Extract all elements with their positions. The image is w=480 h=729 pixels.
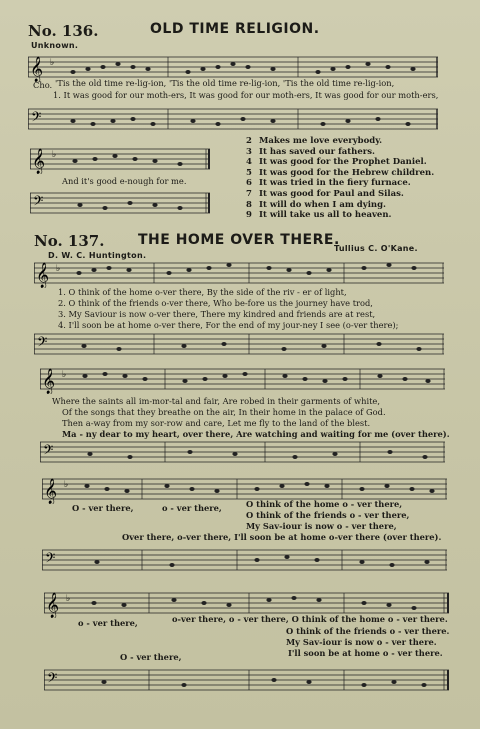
staff-136-treble-2 [30,144,210,174]
staff-137-bass-1 [34,330,444,358]
svg-text:𝄞: 𝄞 [36,263,50,288]
hymn-137-s4-right1: O think of the friends o - ver there. [286,626,450,636]
svg-text:𝄢: 𝄢 [37,334,48,353]
hymn-136-ending-line: And it's good e-nough for me. [62,176,187,186]
staff-137-treble-2 [40,364,445,394]
hymn-136-chorus-label: Cho. [33,80,53,90]
hymn-137-s1-verse1: 1. O think of the home o-ver there, By the side of the riv - er of light, [58,287,347,297]
hymn-137-s1-verse4: 4. I'll soon be at home o-ver there, For the end of my jour-ney I see (o-ver there); [58,320,399,330]
hymn-137-s2-verse4: Ma - ny dear to my heart, over there, Are watching and waiting for me (over there). [62,429,450,439]
hymn-137-s3-left1: O - ver there, [72,503,134,513]
hymn-137-s3-left2: o - ver there, [162,503,222,513]
svg-text:♭: ♭ [52,150,57,160]
svg-text:♭: ♭ [64,480,69,490]
svg-text:𝄞: 𝄞 [42,369,56,394]
svg-text:𝄞: 𝄞 [46,593,60,618]
staff-136-bass-2 [30,188,210,218]
hymn-137-s3-right2: O think of the friends o - ver there, [246,510,410,520]
svg-text:♭: ♭ [62,370,67,380]
svg-text:𝄞: 𝄞 [30,57,44,82]
verse-item: 2 Makes me love everybody. [246,136,383,146]
svg-text:𝄞: 𝄞 [32,149,46,174]
svg-text:♭: ♭ [66,594,71,604]
svg-text:𝄢: 𝄢 [31,109,42,128]
hymn-137-s1-verse3: 3. My Saviour is now o-ver there, There my kindred and friends are at rest, [58,309,376,319]
hymn-137-s2-verse2: Of the songs that they breathe on the air, In their home in the palace of God. [62,407,386,417]
hymn-137-s3-right3: My Sav-iour is now o - ver there, [246,521,397,531]
hymn-137-s4-right3: I'll soon be at home o - ver there. [288,648,443,658]
staff-136-bass-1 [28,104,438,134]
svg-text:𝄢: 𝄢 [33,193,44,212]
svg-text:♭: ♭ [50,58,55,68]
hymn-136-chorus-line: 'Tis the old time re-lig-ion, 'Tis the old time re-lig-ion, 'Tis the old time re-lig-ion, [55,78,395,88]
staff-137-treble-1 [34,258,444,288]
staff-137-bass-2 [40,438,445,466]
svg-text:𝄢: 𝄢 [47,670,58,689]
hymn-137-composer: Tullius C. O'Kane. [334,244,418,253]
verse-item: 9 It will take us all to heaven. [246,210,392,221]
verse-item: 7 It was good for Paul and Silas. [246,188,404,199]
hymn-137-s2-verse3: Then a-way from my sor-row and care, Let me fly to the land of the blest. [62,418,371,428]
svg-text:𝄢: 𝄢 [45,550,56,569]
hymn-137-s3-right1: O think of the home o - ver there, [246,499,403,509]
svg-text:𝄢: 𝄢 [43,442,54,461]
verse-item: 5 It was good for the Hebrew children. [246,167,435,178]
verse-item: 4 It was good for the Prophet Daniel. [246,157,427,168]
hymn-137-s4-left1: o - ver there, [78,618,138,628]
hymn-137-s4-mid: o-ver there, o - ver there, O think of the home o - ver there. [172,614,448,624]
hymn-137-s2-verse1: Where the saints all im-mor-tal and fair, Are robed in their garments of white, [52,396,380,406]
staff-137-bass-3 [42,544,447,578]
svg-text:♭: ♭ [56,264,61,274]
hymn-136-title: OLD TIME RELIGION. [150,21,320,37]
hymn-137-lyricist: D. W. C. Huntington. [48,251,147,260]
hymn-137-s4-bass-left: O - ver there, [120,652,182,662]
hymn-136-verse-list [246,136,434,221]
hymn-137-s4-right2: My Sav-iour is now o - ver there. [286,637,437,647]
hymn-137-s1-verse2: 2. O think of the friends o-ver there, Who be-fore us the journey have trod, [58,298,373,308]
hymn-136-number: No. 136. [28,22,99,40]
staff-137-bass-4 [44,664,449,698]
hymn-137-s3-bass-line: Over there, o-ver there, I'll soon be at home o-ver there (over there). [122,532,442,542]
hymn-137-title: THE HOME OVER THERE. [138,232,340,248]
hymn-136-author: Unknown. [31,41,79,50]
verse-item: 3 It has saved our fathers. [246,146,375,157]
verse-item: 6 It was tried in the fiery furnace. [246,178,411,189]
svg-text:𝄞: 𝄞 [44,479,58,504]
hymn-136-verse1-line: 1. It was good for our moth-ers, It was good for our moth-ers, It was good for our moth-ers, [53,90,439,100]
verse-item: 8 It will do when I am dying. [246,199,386,210]
hymn-137-number: No. 137. [34,232,105,250]
